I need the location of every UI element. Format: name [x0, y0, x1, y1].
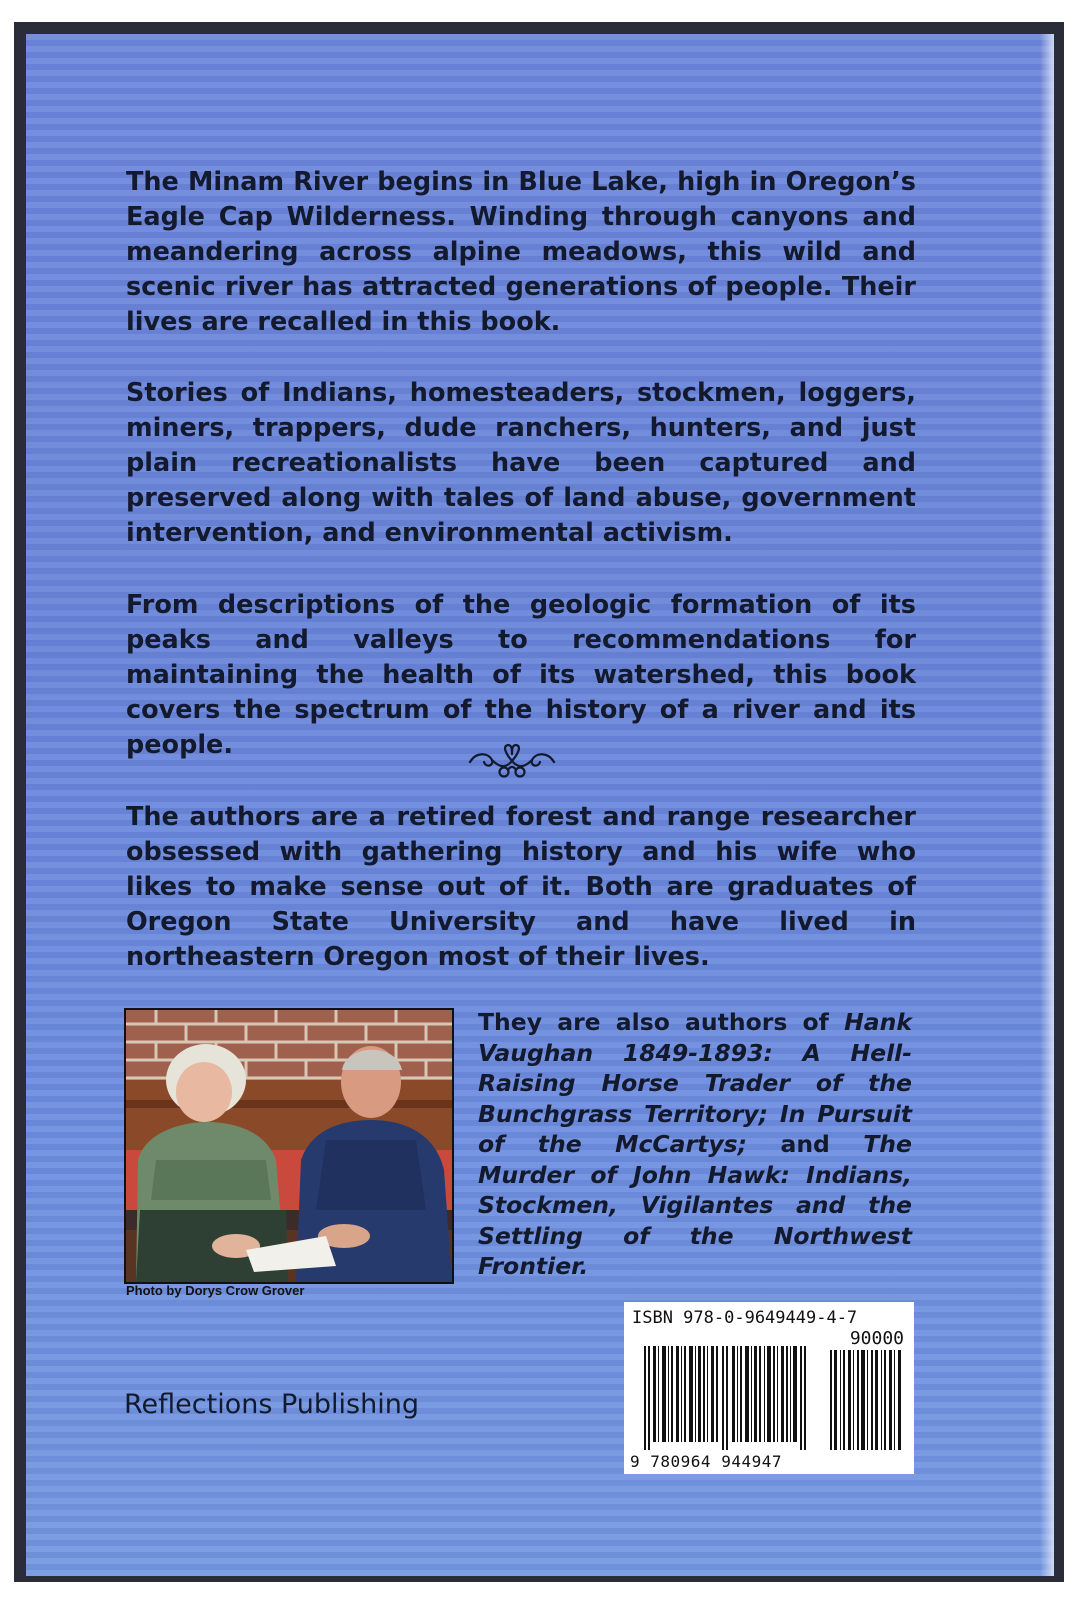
other-books-title-2: The Murder of John Hawk: Indians, Stockmen, Vigilantes and the Settling of the Northwest Frontier.	[478, 1130, 912, 1280]
scroll-flourish-icon	[466, 742, 558, 780]
other-books-paragraph	[478, 1007, 912, 1282]
blurb-paragraph-authors: The authors are a retired forest and range researcher obsessed with gathering history and his wife who likes to make sense out of it. Both are graduates of Oregon State University and have lived in northeastern Oregon most of their lives.	[126, 802, 916, 972]
publisher-name: Reflections Publishing	[124, 1389, 419, 1420]
price-code: 90000	[849, 1328, 904, 1349]
other-books-intro: They are also authors of	[478, 1008, 845, 1036]
authors-photo	[124, 1008, 454, 1284]
blurb-paragraph-1: The Minam River begins in Blue Lake, high in Oregon’s Eagle Cap Wilderness. Winding through canyons and meandering across alpine meadows, this wild and scenic river has attracted generations of people. Their lives are recalled in this book.	[126, 167, 916, 337]
isbn-number: ISBN 978-0-9649449-4-7	[632, 1308, 858, 1328]
other-books-title-1: Hank Vaughan 1849-1893: A Hell-Raising Horse Trader of the Bunchgrass Territory; In Pursuit of the McCartys;	[478, 1008, 912, 1158]
back-cover	[26, 34, 1054, 1576]
isbn-barcode	[624, 1302, 914, 1474]
photo-caption: Photo by Dorys Crow Grover	[126, 1283, 305, 1298]
other-books-joiner: and	[747, 1130, 864, 1158]
ean-digits: 9 780964 944947	[630, 1452, 782, 1471]
addon-barcode-bars-icon	[830, 1350, 906, 1450]
blurb-paragraph-3: From descriptions of the geologic formation of its peaks and valleys to recommendations for maintaining the health of its watershed, this book covers the spectrum of the history of a river and its people.	[126, 590, 916, 760]
barcode-bars-icon	[644, 1346, 824, 1450]
blurb-paragraph-2: Stories of Indians, homesteaders, stockmen, loggers, miners, trappers, dude ranchers, hunters, and just plain recreationalists have been captured and preserved along with tales of land abuse, government intervention, and environmental activism.	[126, 378, 916, 548]
